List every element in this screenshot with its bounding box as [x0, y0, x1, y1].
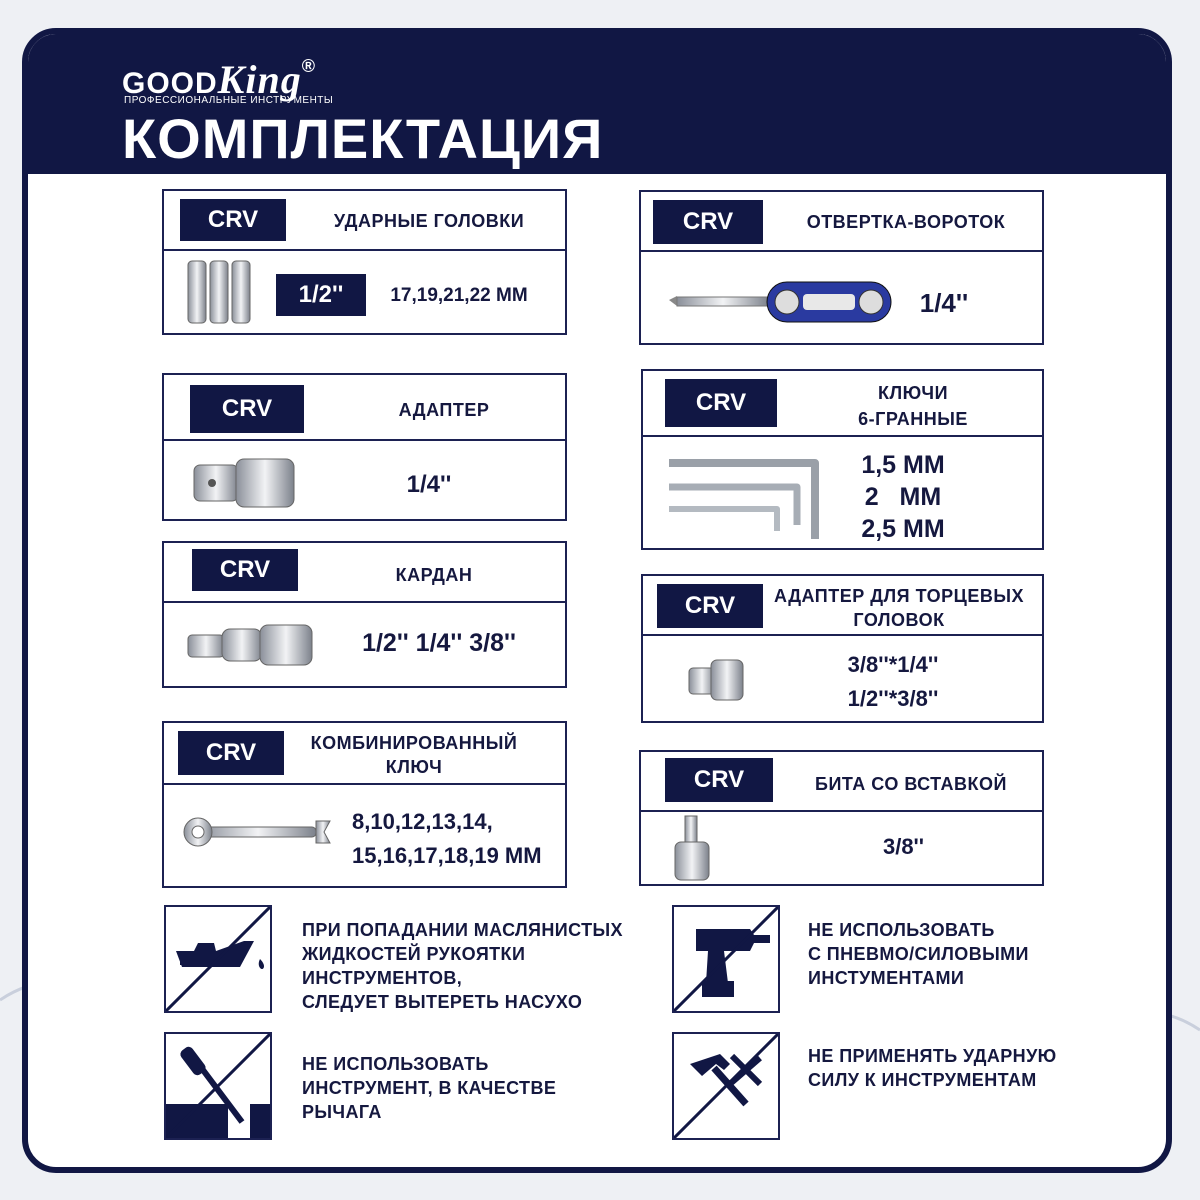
socket-heads-icon: [184, 259, 256, 327]
adapter-icon: [192, 457, 298, 509]
item-name-line-1: КЛЮЧИ: [877, 383, 949, 403]
item-value-line-1: 8,10,12,13,14,: [352, 809, 493, 834]
warning-oil-line-3: ИНСТРУМЕНТОВ,: [302, 968, 463, 988]
item-name: УДАРНЫЕ ГОЛОВКИ: [333, 211, 525, 231]
brand-good: GOOD: [122, 67, 218, 100]
warning-hammer-line-2: СИЛУ К ИНСТРУМЕНТАМ: [808, 1070, 1037, 1090]
item-name-line-2: КЛЮЧ: [385, 757, 443, 777]
item-value: 1/4'': [919, 288, 969, 318]
lever-icon: [166, 1034, 270, 1138]
item-name: ОТВЕРТКА-ВОРОТОК: [806, 212, 1006, 232]
crv-badge: CRV: [180, 199, 286, 241]
item-card-socket-heads: [162, 189, 567, 335]
warning-oil-box: [164, 905, 272, 1013]
card-divider: [643, 435, 1042, 437]
warning-hammer-line-1: НЕ ПРИМЕНЯТЬ УДАРНУЮ: [808, 1046, 1057, 1066]
item-value-line-2: 2 ММ: [864, 483, 942, 511]
header: [28, 34, 1166, 174]
card-divider: [164, 601, 565, 603]
warning-lever-line-3: РЫЧАГА: [302, 1102, 382, 1122]
crv-badge: CRV: [665, 379, 777, 427]
item-name: АДАПТЕР: [398, 400, 490, 420]
crv-badge: CRV: [190, 385, 304, 433]
item-card-adapter: [162, 373, 567, 521]
item-value-line-2: 1/2''*3/8'': [847, 686, 939, 711]
warning-oil-line-2: ЖИДКОСТЕЙ РУКОЯТКИ: [302, 944, 526, 964]
item-card-socket-adapter: [641, 574, 1044, 723]
warning-lever-line-2: ИНСТРУМЕНТ, В КАЧЕСТВЕ: [302, 1078, 557, 1098]
card-divider: [643, 634, 1042, 636]
brand-tagline: ПРОФЕССИОНАЛЬНЫЕ ИНСТРУМЕНТЫ: [124, 95, 334, 106]
crv-badge: CRV: [657, 584, 763, 628]
size-badge: 1/2'': [276, 274, 366, 316]
item-value: 1/4'': [406, 471, 452, 498]
item-value: 1/2'' 1/4'' 3/8'': [362, 629, 516, 657]
crv-badge: CRV: [665, 758, 773, 802]
warning-drill-line-3: ИНСТУМЕНТАМИ: [808, 968, 965, 988]
oil-can-icon: [166, 907, 270, 1011]
bit-socket-icon: [671, 814, 715, 884]
socket-adapter-icon: [687, 658, 747, 702]
item-card-cardan: [162, 541, 567, 688]
card-divider: [641, 250, 1042, 252]
card-divider: [641, 810, 1042, 812]
card-divider: [164, 783, 565, 785]
hex-keys-icon: [665, 455, 825, 545]
item-card-combination-wrench: [162, 721, 567, 888]
hammer-icon: [674, 1034, 778, 1138]
item-card-bit-socket: [639, 750, 1044, 886]
item-name: БИТА СО ВСТАВКОЙ: [815, 774, 1007, 794]
warning-drill-line-2: С ПНЕВМО/СИЛОВЫМИ: [808, 944, 1029, 964]
item-value-line-2: 15,16,17,18,19 ММ: [352, 843, 542, 868]
screwdriver-icon: [667, 278, 897, 328]
item-name: КАРДАН: [395, 565, 473, 585]
item-value: 17,19,21,22 ММ: [390, 285, 528, 306]
item-name-line-2: ГОЛОВОК: [853, 610, 945, 630]
item-card-screwdriver: [639, 190, 1044, 345]
crv-badge: CRV: [178, 731, 284, 775]
item-name-line-1: КОМБИНИРОВАННЫЙ: [310, 733, 518, 753]
page-title: КОМПЛЕКТАЦИЯ: [122, 107, 604, 170]
item-value: 3/8'': [882, 834, 925, 859]
item-value-line-1: 1,5 ММ: [861, 451, 945, 479]
warning-drill-line-1: НЕ ИСПОЛЬЗОВАТЬ: [808, 920, 995, 940]
item-name-line-2: 6-ГРАННЫЕ: [858, 409, 968, 429]
warning-drill-text: [808, 918, 1078, 990]
warning-lever-line-1: НЕ ИСПОЛЬЗОВАТЬ: [302, 1054, 489, 1074]
warning-hammer-box: [672, 1032, 780, 1140]
combination-wrench-icon: [182, 815, 332, 849]
crv-badge: CRV: [192, 549, 298, 591]
warning-lever-text: [302, 1052, 642, 1124]
warning-oil-text: [302, 918, 642, 1014]
item-value-line-1: 3/8''*1/4'': [847, 652, 939, 677]
item-name-line-1: АДАПТЕР ДЛЯ ТОРЦЕВЫХ: [774, 586, 1024, 606]
warning-oil-line-4: СЛЕДУЕТ ВЫТЕРЕТЬ НАСУХО: [302, 992, 583, 1012]
power-drill-icon: [674, 907, 778, 1011]
card-divider: [164, 439, 565, 441]
item-value-line-3: 2,5 ММ: [861, 515, 945, 543]
brand-reg: ®: [301, 56, 316, 76]
brand-king: King: [217, 57, 302, 102]
crv-badge: CRV: [653, 200, 763, 244]
warning-hammer-text: [808, 1044, 1088, 1092]
warning-lever-box: [164, 1032, 272, 1140]
warning-drill-box: [672, 905, 780, 1013]
cardan-joint-icon: [186, 621, 316, 669]
card-divider: [164, 249, 565, 251]
warning-oil-line-1: ПРИ ПОПАДАНИИ МАСЛЯНИСТЫХ: [302, 920, 623, 940]
item-card-hex-keys: [641, 369, 1044, 550]
